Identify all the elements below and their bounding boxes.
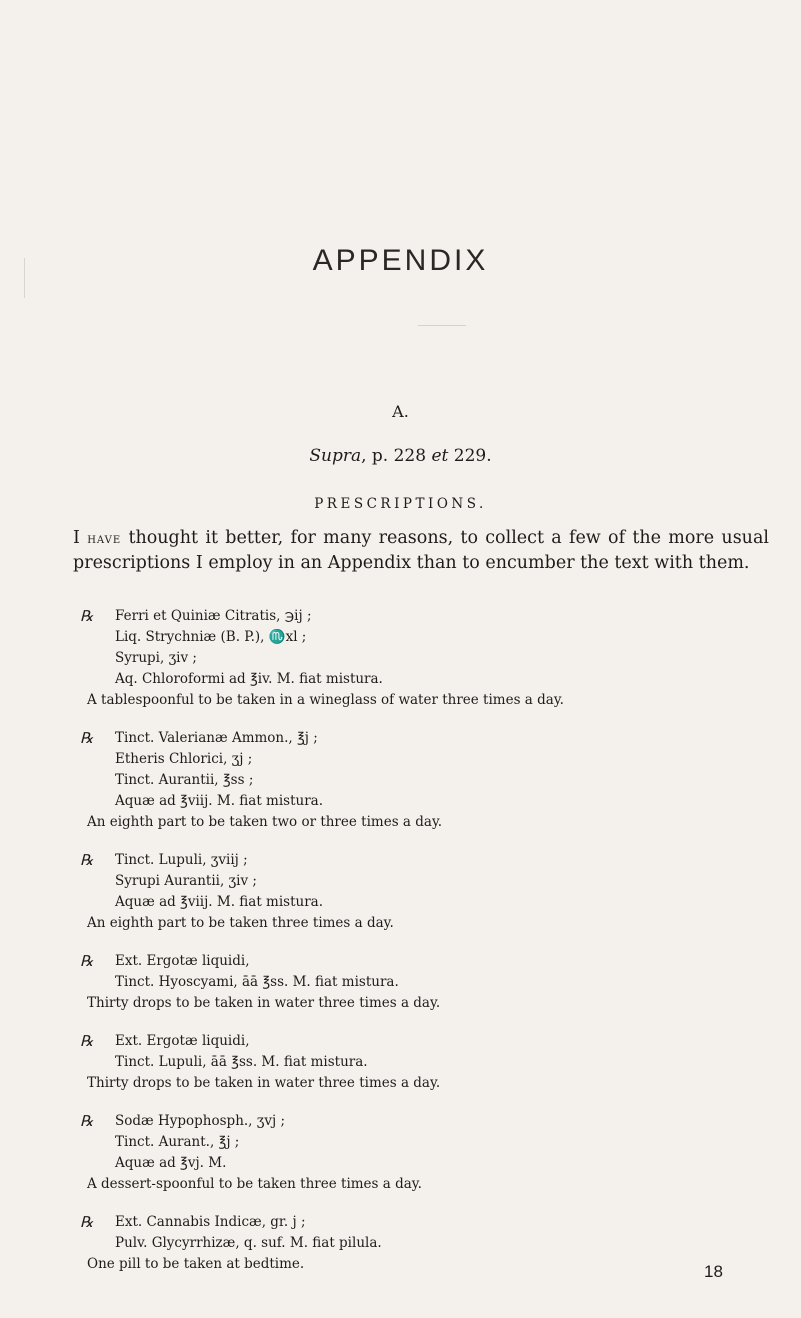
prescription-ingredient-line bbox=[0, 972, 801, 993]
prescription-ingredient-line bbox=[0, 850, 801, 871]
page-title: APPENDIX bbox=[312, 244, 489, 277]
prescription-direction: One pill to be taken at bedtime. bbox=[87, 1256, 305, 1272]
ingredient-text: Aquæ ad ℥viij. M. fiat mistura. bbox=[115, 793, 324, 809]
prescription-ingredient-line bbox=[0, 1052, 801, 1073]
prescription-direction: A tablespoonful to be taken in a wineglass of water three times a day. bbox=[87, 692, 564, 708]
ingredient-text: Tinct. Lupuli, āā ℥ss. M. fiat mistura. bbox=[115, 1054, 368, 1070]
reference-line bbox=[0, 446, 801, 466]
ingredient-text: Ext. Ergotæ liquidi, bbox=[115, 1033, 250, 1049]
rx-symbol-icon: ℞ bbox=[80, 729, 94, 747]
prescription-ingredient-line bbox=[0, 1212, 801, 1233]
reference-page: , p. 228 bbox=[361, 446, 432, 466]
intro-paragraph bbox=[73, 526, 769, 575]
ingredient-text: Tinct. Aurantii, ℥ss ; bbox=[115, 772, 254, 788]
ingredient-text: Ferri et Quiniæ Citratis, ℈ij ; bbox=[115, 608, 312, 624]
ingredient-text: Syrupi Aurantii, ʒiv ; bbox=[115, 873, 257, 889]
rx-symbol-icon: ℞ bbox=[80, 1213, 94, 1231]
ingredient-text: Liq. Strychniæ (B. P.), ♏xl ; bbox=[115, 629, 307, 645]
ingredient-text: Pulv. Glycyrrhizæ, q. suf. M. fiat pilula. bbox=[115, 1235, 382, 1251]
prescription-ingredient-line bbox=[0, 606, 801, 627]
ingredient-text: Etheris Chlorici, ʒj ; bbox=[115, 751, 253, 767]
ingredient-text: Aquæ ad ℥viij. M. fiat mistura. bbox=[115, 894, 324, 910]
prescription-ingredient-line bbox=[0, 1132, 801, 1153]
prescription-list bbox=[0, 606, 801, 1292]
intro-small-caps: have bbox=[87, 531, 122, 547]
intro-first-word: I bbox=[73, 528, 80, 548]
prescription-1 bbox=[0, 606, 801, 711]
rx-symbol-icon: ℞ bbox=[80, 952, 94, 970]
prescription-ingredient-line bbox=[0, 871, 801, 892]
prescription-direction: Thirty drops to be taken in water three times a day. bbox=[87, 995, 441, 1011]
prescription-ingredient-line bbox=[0, 648, 801, 669]
prescription-ingredient-line bbox=[0, 1153, 801, 1174]
ingredient-text: Tinct. Lupuli, ʒviij ; bbox=[115, 852, 248, 868]
section-heading: PRESCRIPTIONS. bbox=[314, 496, 487, 512]
prescription-ingredient-line bbox=[0, 1031, 801, 1052]
prescription-ingredient-line bbox=[0, 627, 801, 648]
prescription-ingredient-line bbox=[0, 791, 801, 812]
reference-supra: Supra bbox=[309, 446, 362, 466]
prescription-7 bbox=[0, 1212, 801, 1275]
prescription-4 bbox=[0, 951, 801, 1014]
intro-text: thought it better, for many reasons, to collect a few of the more usual prescriptions I employ in an Appendix than to encumber the text with them. bbox=[73, 528, 769, 573]
ingredient-text: Ext. Ergotæ liquidi, bbox=[115, 953, 250, 969]
prescription-ingredient-line bbox=[0, 951, 801, 972]
prescription-ingredient-line bbox=[0, 728, 801, 749]
ingredient-text: Aquæ ad ℥vj. M. bbox=[115, 1155, 227, 1171]
prescription-2 bbox=[0, 728, 801, 833]
rx-symbol-icon: ℞ bbox=[80, 1032, 94, 1050]
prescription-direction: A dessert-spoonful to be taken three times a day. bbox=[87, 1176, 422, 1192]
ingredient-text: Ext. Cannabis Indicæ, gr. j ; bbox=[115, 1214, 306, 1230]
prescription-ingredient-line bbox=[0, 669, 801, 690]
prescription-direction: An eighth part to be taken two or three times a day. bbox=[87, 814, 443, 830]
prescription-direction: An eighth part to be taken three times a day. bbox=[87, 915, 394, 931]
ingredient-text: Tinct. Valerianæ Ammon., ℥j ; bbox=[115, 730, 318, 746]
prescription-3 bbox=[0, 850, 801, 934]
prescription-ingredient-line bbox=[0, 1233, 801, 1254]
prescription-ingredient-line bbox=[0, 770, 801, 791]
prescription-ingredient-line bbox=[0, 892, 801, 913]
rx-symbol-icon: ℞ bbox=[80, 607, 94, 625]
prescription-ingredient-line bbox=[0, 1111, 801, 1132]
section-letter: A. bbox=[392, 402, 409, 421]
rx-symbol-icon: ℞ bbox=[80, 851, 94, 869]
prescription-direction: Thirty drops to be taken in water three times a day. bbox=[87, 1075, 441, 1091]
reference-et: et bbox=[431, 446, 449, 466]
prescription-5 bbox=[0, 1031, 801, 1094]
reference-page-end: 229. bbox=[448, 446, 492, 466]
ingredient-text: Aq. Chloroformi ad ℥iv. M. fiat mistura. bbox=[115, 671, 383, 687]
page-number: 18 bbox=[704, 1262, 723, 1281]
ingredient-text: Sodæ Hypophosph., ʒvj ; bbox=[115, 1113, 286, 1129]
prescription-6 bbox=[0, 1111, 801, 1195]
prescription-ingredient-line bbox=[0, 749, 801, 770]
ingredient-text: Tinct. Aurant., ℥j ; bbox=[115, 1134, 240, 1150]
ingredient-text: Tinct. Hyoscyami, āā ℥ss. M. fiat mistura. bbox=[115, 974, 399, 990]
rx-symbol-icon: ℞ bbox=[80, 1112, 94, 1130]
ingredient-text: Syrupi, ʒiv ; bbox=[115, 650, 197, 666]
print-mark bbox=[418, 325, 466, 326]
